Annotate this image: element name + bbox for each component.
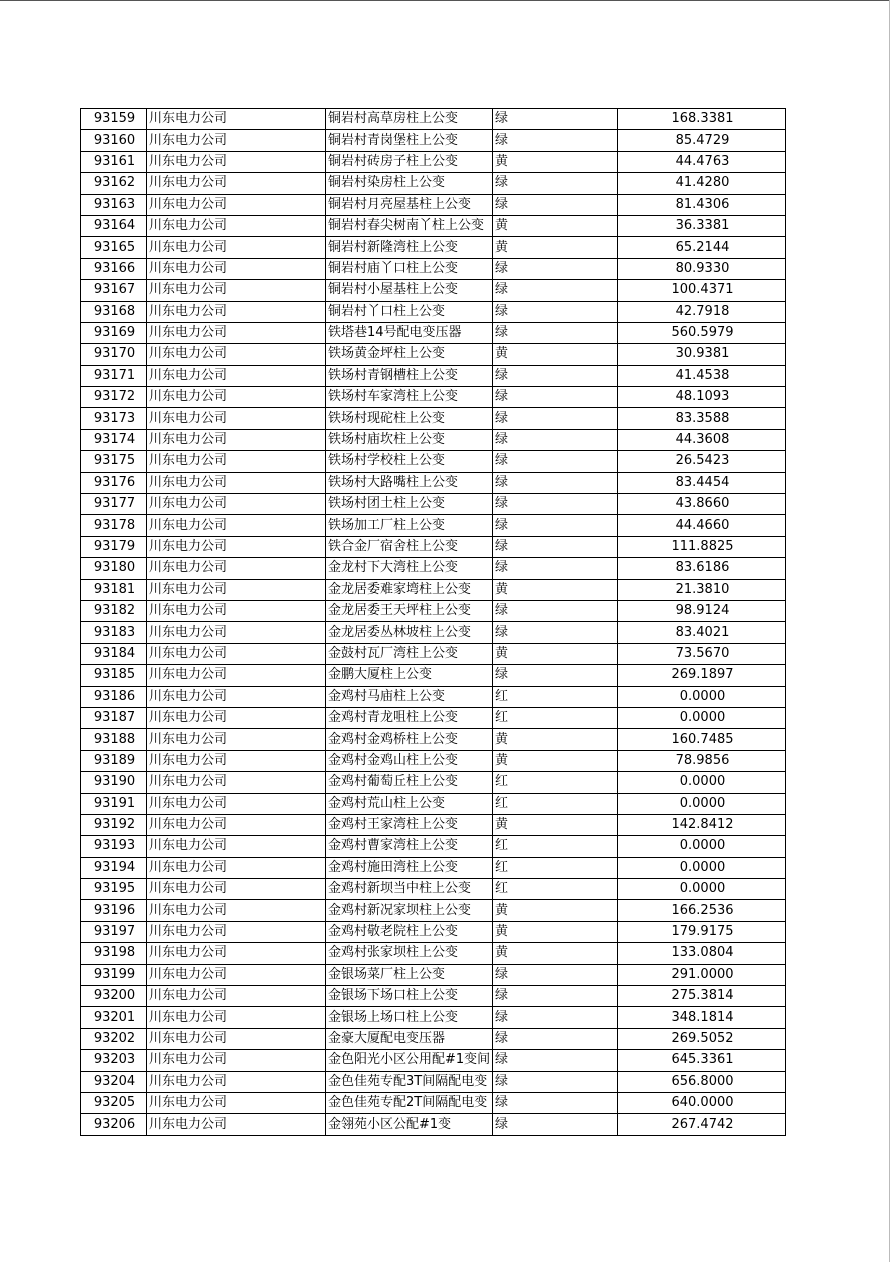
cell-status: 绿: [493, 1007, 618, 1028]
cell-id: 93165: [81, 237, 147, 258]
cell-company: 川东电力公司: [147, 387, 326, 408]
cell-company: 川东电力公司: [147, 1028, 326, 1049]
cell-company: 川东电力公司: [147, 280, 326, 301]
cell-id: 93185: [81, 665, 147, 686]
cell-value: 42.7918: [618, 301, 786, 322]
cell-transformer: 铁场村青钢槽柱上公变: [326, 365, 493, 386]
cell-transformer: 金鸡村青龙咀柱上公变: [326, 707, 493, 728]
table-row: [81, 986, 786, 1007]
table-body: [81, 109, 786, 1136]
cell-id: 93188: [81, 729, 147, 750]
cell-transformer: 铜岩村新隆湾柱上公变: [326, 237, 493, 258]
table-row: [81, 301, 786, 322]
cell-id: 93161: [81, 151, 147, 172]
cell-value: 43.8660: [618, 494, 786, 515]
cell-status: 绿: [493, 109, 618, 130]
page-top-border: [0, 0, 890, 1]
cell-company: 川东电力公司: [147, 686, 326, 707]
cell-transformer: 铁场黄金坪柱上公变: [326, 344, 493, 365]
cell-transformer: 金鼓村瓦厂湾柱上公变: [326, 643, 493, 664]
cell-id: 93192: [81, 814, 147, 835]
cell-id: 93182: [81, 600, 147, 621]
cell-company: 川东电力公司: [147, 515, 326, 536]
cell-transformer: 金鸡村张家坝柱上公变: [326, 943, 493, 964]
cell-value: 73.5670: [618, 643, 786, 664]
cell-id: 93169: [81, 322, 147, 343]
cell-value: 26.5423: [618, 451, 786, 472]
cell-company: 川东电力公司: [147, 772, 326, 793]
cell-transformer: 铜岩村高草房柱上公变: [326, 109, 493, 130]
cell-id: 93193: [81, 836, 147, 857]
cell-company: 川东电力公司: [147, 879, 326, 900]
table-row: [81, 130, 786, 151]
cell-value: 0.0000: [618, 772, 786, 793]
cell-company: 川东电力公司: [147, 408, 326, 429]
cell-status: 绿: [493, 1092, 618, 1113]
table-row: [81, 1071, 786, 1092]
cell-status: 绿: [493, 387, 618, 408]
cell-company: 川东电力公司: [147, 1007, 326, 1028]
cell-value: 179.9175: [618, 921, 786, 942]
table-row: [81, 1007, 786, 1028]
table-row: [81, 536, 786, 557]
cell-id: 93167: [81, 280, 147, 301]
table-row: [81, 558, 786, 579]
cell-value: 83.6186: [618, 558, 786, 579]
cell-company: 川东电力公司: [147, 665, 326, 686]
cell-transformer: 金鸡村葡萄丘柱上公变: [326, 772, 493, 793]
cell-value: 111.8825: [618, 536, 786, 557]
cell-transformer: 铁合金厂宿舍柱上公变: [326, 536, 493, 557]
cell-status: 绿: [493, 600, 618, 621]
cell-value: 48.1093: [618, 387, 786, 408]
cell-company: 川东电力公司: [147, 1092, 326, 1113]
cell-id: 93168: [81, 301, 147, 322]
table-row: [81, 857, 786, 878]
cell-value: 0.0000: [618, 879, 786, 900]
cell-status: 黄: [493, 943, 618, 964]
cell-value: 100.4371: [618, 280, 786, 301]
cell-id: 93205: [81, 1092, 147, 1113]
table-row: [81, 237, 786, 258]
cell-status: 红: [493, 879, 618, 900]
cell-id: 93173: [81, 408, 147, 429]
cell-id: 93172: [81, 387, 147, 408]
cell-company: 川东电力公司: [147, 151, 326, 172]
cell-transformer: 铜岩村丫口柱上公变: [326, 301, 493, 322]
cell-transformer: 金龙村下大湾柱上公变: [326, 558, 493, 579]
cell-company: 川东电力公司: [147, 729, 326, 750]
table-row: [81, 622, 786, 643]
table-row: [81, 921, 786, 942]
cell-status: 黄: [493, 921, 618, 942]
cell-value: 44.4660: [618, 515, 786, 536]
cell-value: 348.1814: [618, 1007, 786, 1028]
cell-transformer: 金鸡村马庙柱上公变: [326, 686, 493, 707]
table-row: [81, 429, 786, 450]
table-row: [81, 280, 786, 301]
cell-id: 93160: [81, 130, 147, 151]
cell-id: 93178: [81, 515, 147, 536]
cell-company: 川东电力公司: [147, 109, 326, 130]
cell-id: 93171: [81, 365, 147, 386]
cell-transformer: 铜岩村青岗堡柱上公变: [326, 130, 493, 151]
cell-company: 川东电力公司: [147, 579, 326, 600]
cell-status: 黄: [493, 814, 618, 835]
data-table: [80, 108, 786, 1136]
table-row: [81, 793, 786, 814]
cell-id: 93166: [81, 258, 147, 279]
table-row: [81, 707, 786, 728]
cell-status: 红: [493, 772, 618, 793]
cell-transformer: 铁塔巷14号配电变压器: [326, 322, 493, 343]
cell-value: 30.9381: [618, 344, 786, 365]
cell-status: 绿: [493, 258, 618, 279]
cell-company: 川东电力公司: [147, 857, 326, 878]
cell-status: 黄: [493, 750, 618, 771]
cell-transformer: 金鸡村金鸡山柱上公变: [326, 750, 493, 771]
cell-id: 93183: [81, 622, 147, 643]
cell-company: 川东电力公司: [147, 1114, 326, 1135]
cell-status: 绿: [493, 408, 618, 429]
cell-status: 红: [493, 836, 618, 857]
cell-value: 291.0000: [618, 964, 786, 985]
cell-company: 川东电力公司: [147, 750, 326, 771]
cell-status: 绿: [493, 665, 618, 686]
cell-company: 川东电力公司: [147, 301, 326, 322]
cell-transformer: 金鸡村施田湾柱上公变: [326, 857, 493, 878]
cell-transformer: 金龙居委难家塆柱上公变: [326, 579, 493, 600]
cell-status: 黄: [493, 151, 618, 172]
cell-company: 川东电力公司: [147, 429, 326, 450]
cell-status: 绿: [493, 494, 618, 515]
cell-company: 川东电力公司: [147, 173, 326, 194]
cell-transformer: 金鸡村王家湾柱上公变: [326, 814, 493, 835]
cell-id: 93176: [81, 472, 147, 493]
cell-status: 绿: [493, 173, 618, 194]
table-row: [81, 729, 786, 750]
cell-id: 93179: [81, 536, 147, 557]
table-row: [81, 1028, 786, 1049]
cell-status: 黄: [493, 215, 618, 236]
cell-value: 142.8412: [618, 814, 786, 835]
cell-value: 65.2144: [618, 237, 786, 258]
cell-value: 0.0000: [618, 857, 786, 878]
cell-transformer: 金银场菜厂柱上公变: [326, 964, 493, 985]
table-row: [81, 879, 786, 900]
cell-transformer: 金龙居委丛林坡柱上公变: [326, 622, 493, 643]
cell-value: 0.0000: [618, 793, 786, 814]
cell-company: 川东电力公司: [147, 365, 326, 386]
cell-value: 656.8000: [618, 1071, 786, 1092]
table-row: [81, 173, 786, 194]
cell-transformer: 金龙居委王天坪柱上公变: [326, 600, 493, 621]
table-row: [81, 943, 786, 964]
cell-value: 81.4306: [618, 194, 786, 215]
cell-status: 绿: [493, 964, 618, 985]
cell-value: 36.3381: [618, 215, 786, 236]
cell-value: 83.3588: [618, 408, 786, 429]
table-row: [81, 472, 786, 493]
table-row: [81, 451, 786, 472]
table-row: [81, 836, 786, 857]
cell-id: 93177: [81, 494, 147, 515]
table-row: [81, 643, 786, 664]
cell-id: 93174: [81, 429, 147, 450]
cell-id: 93187: [81, 707, 147, 728]
cell-company: 川东电力公司: [147, 130, 326, 151]
cell-company: 川东电力公司: [147, 814, 326, 835]
cell-value: 44.3608: [618, 429, 786, 450]
cell-company: 川东电力公司: [147, 558, 326, 579]
cell-transformer: 铜岩村庙丫口柱上公变: [326, 258, 493, 279]
cell-id: 93201: [81, 1007, 147, 1028]
cell-status: 绿: [493, 1114, 618, 1135]
cell-transformer: 铁场加工厂柱上公变: [326, 515, 493, 536]
cell-id: 93164: [81, 215, 147, 236]
cell-company: 川东电力公司: [147, 194, 326, 215]
cell-company: 川东电力公司: [147, 1071, 326, 1092]
cell-status: 绿: [493, 1071, 618, 1092]
cell-id: 93181: [81, 579, 147, 600]
cell-status: 绿: [493, 1028, 618, 1049]
table-row: [81, 494, 786, 515]
cell-id: 93197: [81, 921, 147, 942]
cell-value: 645.3361: [618, 1050, 786, 1071]
cell-company: 川东电力公司: [147, 836, 326, 857]
cell-id: 93198: [81, 943, 147, 964]
cell-transformer: 金豪大厦配电变压器: [326, 1028, 493, 1049]
cell-status: 黄: [493, 344, 618, 365]
table-row: [81, 365, 786, 386]
cell-transformer: 铜岩村染房柱上公变: [326, 173, 493, 194]
cell-status: 红: [493, 793, 618, 814]
cell-company: 川东电力公司: [147, 344, 326, 365]
cell-status: 绿: [493, 194, 618, 215]
cell-transformer: 铁场村车家湾柱上公变: [326, 387, 493, 408]
cell-value: 0.0000: [618, 686, 786, 707]
cell-id: 93159: [81, 109, 147, 130]
cell-transformer: 铁场村庙坎柱上公变: [326, 429, 493, 450]
cell-value: 133.0804: [618, 943, 786, 964]
cell-id: 93170: [81, 344, 147, 365]
cell-id: 93206: [81, 1114, 147, 1135]
cell-value: 41.4280: [618, 173, 786, 194]
cell-value: 640.0000: [618, 1092, 786, 1113]
cell-status: 绿: [493, 558, 618, 579]
cell-status: 黄: [493, 729, 618, 750]
cell-id: 93175: [81, 451, 147, 472]
cell-transformer: 铁场村大路嘴柱上公变: [326, 472, 493, 493]
table-row: [81, 579, 786, 600]
cell-status: 绿: [493, 472, 618, 493]
table-row: [81, 258, 786, 279]
cell-company: 川东电力公司: [147, 986, 326, 1007]
cell-value: 85.4729: [618, 130, 786, 151]
cell-status: 绿: [493, 322, 618, 343]
cell-status: 绿: [493, 451, 618, 472]
cell-value: 160.7485: [618, 729, 786, 750]
cell-status: 绿: [493, 515, 618, 536]
table-row: [81, 964, 786, 985]
cell-company: 川东电力公司: [147, 921, 326, 942]
cell-company: 川东电力公司: [147, 793, 326, 814]
cell-status: 绿: [493, 536, 618, 557]
cell-status: 绿: [493, 429, 618, 450]
cell-id: 93202: [81, 1028, 147, 1049]
table-row: [81, 686, 786, 707]
cell-transformer: 铁场村团土柱上公变: [326, 494, 493, 515]
cell-status: 绿: [493, 280, 618, 301]
cell-transformer: 金鸡村新况家坝柱上公变: [326, 900, 493, 921]
cell-id: 93196: [81, 900, 147, 921]
cell-status: 红: [493, 707, 618, 728]
cell-company: 川东电力公司: [147, 707, 326, 728]
cell-value: 0.0000: [618, 707, 786, 728]
table-row: [81, 387, 786, 408]
cell-value: 83.4021: [618, 622, 786, 643]
cell-value: 21.3810: [618, 579, 786, 600]
cell-value: 83.4454: [618, 472, 786, 493]
cell-transformer: 金色佳苑专配3T间隔配电变: [326, 1071, 493, 1092]
table-row: [81, 1114, 786, 1135]
cell-company: 川东电力公司: [147, 451, 326, 472]
table-row: [81, 515, 786, 536]
cell-company: 川东电力公司: [147, 964, 326, 985]
cell-company: 川东电力公司: [147, 322, 326, 343]
cell-company: 川东电力公司: [147, 943, 326, 964]
cell-transformer: 金鸡村金鸡桥柱上公变: [326, 729, 493, 750]
table-row: [81, 194, 786, 215]
cell-id: 93186: [81, 686, 147, 707]
cell-transformer: 金鸡村新坝当中柱上公变: [326, 879, 493, 900]
table-row: [81, 109, 786, 130]
cell-status: 绿: [493, 986, 618, 1007]
cell-company: 川东电力公司: [147, 494, 326, 515]
table-row: [81, 772, 786, 793]
cell-value: 269.1897: [618, 665, 786, 686]
table-row: [81, 344, 786, 365]
cell-value: 168.3381: [618, 109, 786, 130]
cell-status: 黄: [493, 579, 618, 600]
cell-company: 川东电力公司: [147, 1050, 326, 1071]
cell-id: 93184: [81, 643, 147, 664]
cell-company: 川东电力公司: [147, 237, 326, 258]
table-row: [81, 600, 786, 621]
cell-transformer: 金色阳光小区公用配#1变间: [326, 1050, 493, 1071]
table-row: [81, 322, 786, 343]
cell-transformer: 金鸡村敬老院柱上公变: [326, 921, 493, 942]
cell-status: 绿: [493, 301, 618, 322]
cell-id: 93189: [81, 750, 147, 771]
cell-value: 0.0000: [618, 836, 786, 857]
table-row: [81, 1092, 786, 1113]
table-row: [81, 1050, 786, 1071]
cell-status: 红: [493, 857, 618, 878]
cell-transformer: 铁场村学校柱上公变: [326, 451, 493, 472]
cell-transformer: 金鸡村曹家湾柱上公变: [326, 836, 493, 857]
cell-value: 78.9856: [618, 750, 786, 771]
cell-status: 黄: [493, 900, 618, 921]
cell-status: 黄: [493, 237, 618, 258]
cell-status: 红: [493, 686, 618, 707]
cell-status: 绿: [493, 622, 618, 643]
cell-transformer: 金色佳苑专配2T间隔配电变: [326, 1092, 493, 1113]
cell-company: 川东电力公司: [147, 622, 326, 643]
cell-id: 93203: [81, 1050, 147, 1071]
table-row: [81, 151, 786, 172]
cell-company: 川东电力公司: [147, 600, 326, 621]
cell-company: 川东电力公司: [147, 900, 326, 921]
cell-status: 黄: [493, 643, 618, 664]
cell-transformer: 金鹏大厦柱上公变: [326, 665, 493, 686]
cell-transformer: 铜岩村砖房子柱上公变: [326, 151, 493, 172]
cell-company: 川东电力公司: [147, 536, 326, 557]
cell-transformer: 金翎苑小区公配#1变: [326, 1114, 493, 1135]
cell-id: 93194: [81, 857, 147, 878]
cell-transformer: 铜岩村春尖树南丫柱上公变: [326, 215, 493, 236]
cell-id: 93199: [81, 964, 147, 985]
cell-id: 93190: [81, 772, 147, 793]
page-right-border: [889, 0, 890, 1262]
cell-company: 川东电力公司: [147, 472, 326, 493]
cell-transformer: 金银场上场口柱上公变: [326, 1007, 493, 1028]
cell-company: 川东电力公司: [147, 258, 326, 279]
table-row: [81, 665, 786, 686]
cell-transformer: 铜岩村小屋基柱上公变: [326, 280, 493, 301]
cell-status: 绿: [493, 130, 618, 151]
cell-id: 93180: [81, 558, 147, 579]
cell-value: 275.3814: [618, 986, 786, 1007]
cell-transformer: 铜岩村月亮屋基柱上公变: [326, 194, 493, 215]
cell-value: 80.9330: [618, 258, 786, 279]
cell-value: 166.2536: [618, 900, 786, 921]
table-row: [81, 408, 786, 429]
cell-id: 93191: [81, 793, 147, 814]
cell-transformer: 铁场村现砣柱上公变: [326, 408, 493, 429]
cell-id: 93163: [81, 194, 147, 215]
table-row: [81, 814, 786, 835]
table-row: [81, 900, 786, 921]
table-row: [81, 750, 786, 771]
cell-id: 93204: [81, 1071, 147, 1092]
cell-value: 269.5052: [618, 1028, 786, 1049]
cell-id: 93195: [81, 879, 147, 900]
table-row: [81, 215, 786, 236]
cell-transformer: 金鸡村荒山柱上公变: [326, 793, 493, 814]
cell-id: 93162: [81, 173, 147, 194]
cell-transformer: 金银场下场口柱上公变: [326, 986, 493, 1007]
cell-status: 绿: [493, 365, 618, 386]
cell-id: 93200: [81, 986, 147, 1007]
cell-value: 44.4763: [618, 151, 786, 172]
cell-value: 41.4538: [618, 365, 786, 386]
cell-value: 98.9124: [618, 600, 786, 621]
cell-company: 川东电力公司: [147, 643, 326, 664]
cell-company: 川东电力公司: [147, 215, 326, 236]
cell-value: 267.4742: [618, 1114, 786, 1135]
cell-status: 绿: [493, 1050, 618, 1071]
cell-value: 560.5979: [618, 322, 786, 343]
